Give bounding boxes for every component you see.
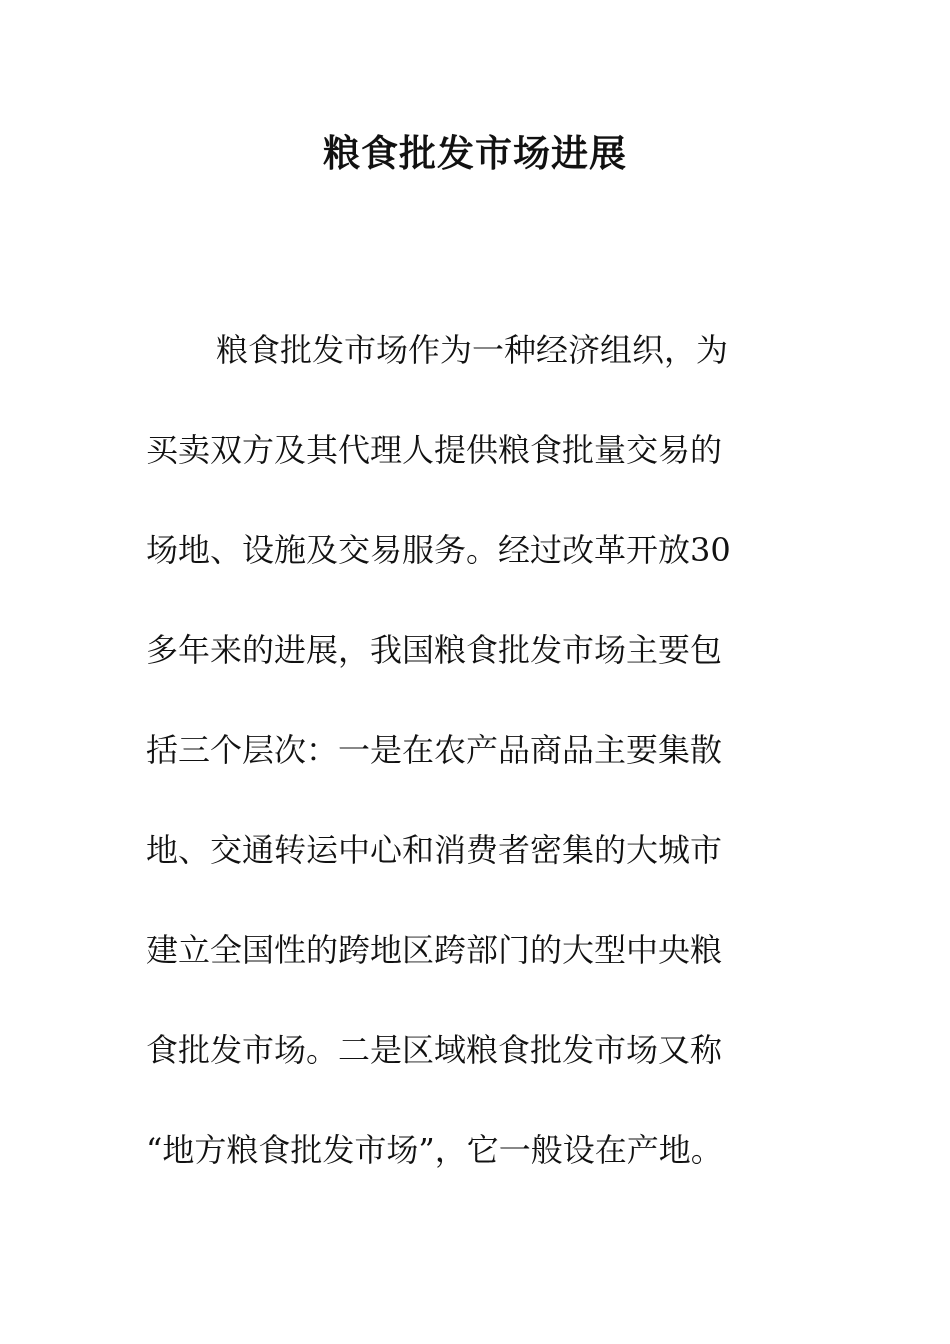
paragraph-line: 粮食批发市场作为一种经济组织，为 [216, 331, 729, 369]
paragraph-line: 地、交通转运中心和消费者密集的大城市 [146, 831, 723, 869]
paragraph-line: 括三个层次：一是在农产品商品主要集散 [146, 731, 723, 769]
paragraph-line: “地方粮食批发市场”，它一般设在产地。 [146, 1131, 723, 1169]
paragraph-line: 建立全国性的跨地区跨部门的大型中央粮 [146, 931, 723, 969]
paragraph-line: 买卖双方及其代理人提供粮食批量交易的 [146, 431, 723, 469]
document-title: 粮食批发市场进展 [323, 132, 627, 175]
paragraph-line: 食批发市场。二是区域粮食批发市场又称 [146, 1031, 723, 1069]
paragraph-line: 场地、设施及交易服务。经过改革开放30 [146, 531, 731, 569]
paragraph-line: 多年来的进展，我国粮食批发市场主要包 [146, 631, 723, 669]
document-body [146, 300, 846, 1200]
